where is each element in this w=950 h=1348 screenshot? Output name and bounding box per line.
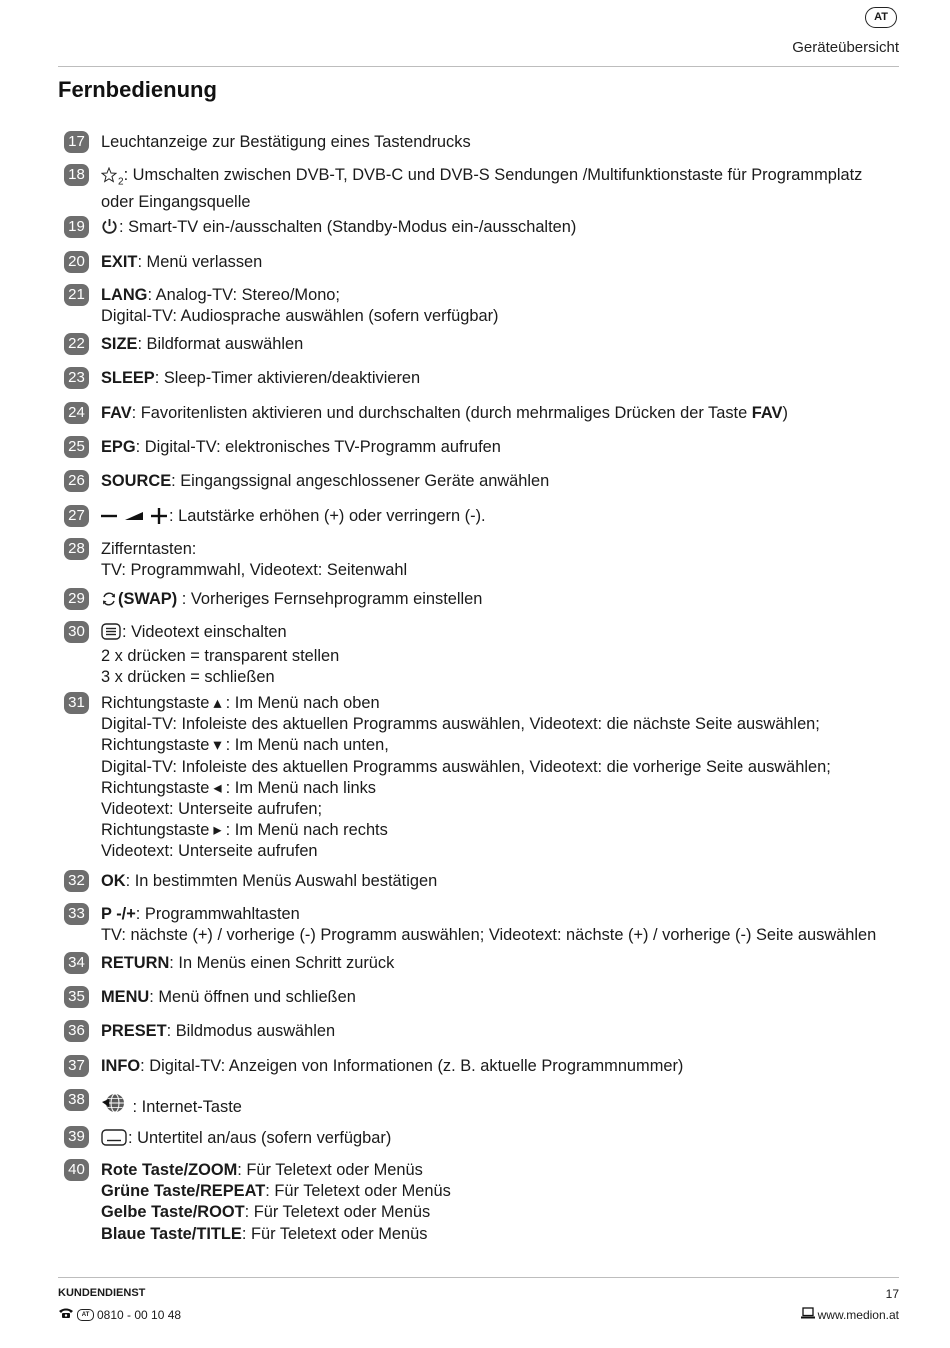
item-text: : Lautstärke erhöhen (+) oder verringern (-). [169, 507, 486, 525]
item-text: : Umschalten zwischen DVB-T, DVB-C und DVB-S Sendungen /Multifunktionstaste für Programmplatz [123, 166, 863, 184]
item-text: Digital-TV: Infoleiste des aktuellen Programms auswählen, Videotext: die vorherige Seite auswählen; [101, 757, 831, 776]
item-text: : Analog-TV: Stereo/Mono; [147, 286, 340, 304]
footer-phone [58, 1307, 181, 1322]
item-number: 40 [64, 1159, 89, 1181]
item-text: : Favoritenlisten aktivieren und durchschalten (durch mehrmaliges Drücken der Taste [131, 404, 752, 422]
item-text: : Bildmodus auswählen [166, 1022, 336, 1040]
page-number: 17 [885, 1287, 899, 1301]
page-title: Fernbedienung [58, 77, 217, 102]
key-label: EXIT [101, 253, 138, 271]
key-label: SLEEP [101, 369, 155, 387]
item-number: 37 [64, 1055, 89, 1077]
item-text: : Sleep-Timer aktivieren/deaktivieren [154, 369, 421, 387]
item-text: 2 x drücken = transparent stellen [101, 647, 340, 666]
key-label: OK [101, 872, 126, 890]
arrow-right-icon: ▸ [213, 821, 222, 840]
laptop-icon [801, 1307, 815, 1322]
item-number: 24 [64, 402, 89, 424]
item-text: : Für Teletext oder Menüs [265, 1182, 451, 1201]
key-label: INFO [101, 1057, 141, 1075]
arrow-down-icon: ▾ [213, 736, 222, 755]
item-text: : Für Teletext oder Menüs [237, 1161, 423, 1179]
item-number: 38 [64, 1089, 89, 1111]
header-divider [58, 66, 899, 67]
item-number: 28 [64, 538, 89, 560]
key-label: FAV [101, 404, 132, 422]
item-number: 17 [64, 131, 89, 153]
item-text: : Menü verlassen [137, 253, 263, 271]
item-text: Richtungstaste [101, 694, 210, 712]
item-text: : In Menüs einen Schritt zurück [169, 954, 395, 972]
item-text: : Vorheriges Fernsehprogramm einstellen [177, 590, 483, 608]
item-number: 30 [64, 621, 89, 643]
key-label: LANG [101, 286, 148, 304]
item-number: 20 [64, 251, 89, 273]
arrow-up-icon: ▴ [213, 694, 222, 712]
item-text: Digital-TV: Audiosprache auswählen (sofern verfügbar) [101, 307, 499, 326]
country-badge: AT [865, 7, 897, 28]
footer-service: KUNDENDIENST [58, 1287, 146, 1299]
subtitle-icon [101, 1129, 127, 1152]
item-number: 25 [64, 436, 89, 458]
item-text: : Im Menü nach rechts [225, 821, 388, 840]
item-number: 35 [64, 986, 89, 1008]
item-text: : Im Menü nach oben [225, 694, 380, 712]
item-text: : Im Menü nach links [225, 778, 376, 797]
internet-globe-icon [101, 1093, 127, 1121]
key-label: MENU [101, 988, 150, 1006]
item-text: TV: nächste (+) / vorherige (-) Programm auswählen; Videotext: nächste (+) / vorherige (-) Seite auswählen [101, 926, 877, 945]
swap-icon [101, 591, 117, 613]
key-label: SOURCE [101, 472, 172, 490]
item-text: ) [782, 404, 788, 422]
star-icon [101, 167, 117, 189]
item-number: 19 [64, 216, 89, 238]
item-text: Richtungstaste [101, 778, 210, 797]
key-label: Blaue Taste/TITLE [101, 1224, 242, 1243]
key-label: P -/+ [101, 905, 136, 923]
item-number: 36 [64, 1020, 89, 1042]
item-text: oder Eingangsquelle [101, 193, 251, 212]
item-text: : Untertitel an/aus (sofern verfügbar) [128, 1129, 392, 1147]
item-text: Richtungstaste [101, 821, 210, 840]
item-text: : Digital-TV: Anzeigen von Informationen (z. B. aktuelle Programmnummer) [140, 1057, 684, 1075]
item-text: : Smart-TV ein-/ausschalten (Standby-Modus ein-/ausschalten) [119, 218, 577, 236]
key-label: Gelbe Taste/ROOT [101, 1203, 245, 1222]
key-label: RETURN [101, 954, 170, 972]
key-label: PRESET [101, 1022, 167, 1040]
footer-website[interactable] [801, 1307, 899, 1322]
item-text: : Im Menü nach unten, [225, 736, 389, 755]
item-text: : Eingangssignal angeschlossener Geräte anwählen [171, 472, 550, 490]
item-number: 22 [64, 333, 89, 355]
power-icon [101, 218, 118, 241]
item-number: 21 [64, 284, 89, 306]
item-text: TV: Programmwahl, Videotext: Seitenwahl [101, 561, 408, 580]
item-text: 3 x drücken = schließen [101, 668, 275, 687]
item-number: 18 [64, 164, 89, 186]
item-number: 23 [64, 367, 89, 389]
item-text: : In bestimmten Menüs Auswahl bestätigen [125, 872, 438, 890]
teletext-icon [101, 623, 121, 646]
item-text: : Menü öffnen und schließen [149, 988, 356, 1006]
key-label: Rote Taste/ZOOM [101, 1161, 238, 1179]
item-text: : Für Teletext oder Menüs [241, 1224, 428, 1243]
item-text: Videotext: Unterseite aufrufen [101, 842, 318, 861]
key-label: SIZE [101, 335, 138, 353]
item-text: Richtungstaste [101, 736, 210, 755]
arrow-left-icon: ◂ [213, 778, 222, 797]
item-number: 29 [64, 588, 89, 610]
item-text: : Digital-TV: elektronisches TV-Programm aufrufen [135, 438, 501, 456]
item-number: 31 [64, 692, 89, 714]
item-number: 32 [64, 870, 89, 892]
item-number: 39 [64, 1126, 89, 1148]
item-text: Zifferntasten: [101, 540, 197, 558]
key-label: EPG [101, 438, 136, 456]
website-link[interactable]: www.medion.at [817, 1307, 899, 1322]
phone-icon [58, 1307, 74, 1322]
item-text: : Für Teletext oder Menüs [244, 1203, 431, 1222]
footer-country-badge: AT [77, 1309, 94, 1321]
item-number: 26 [64, 470, 89, 492]
item-text: : Bildformat auswählen [137, 335, 304, 353]
item-number: 27 [64, 505, 89, 527]
footer-divider [58, 1277, 899, 1278]
item-text: Leuchtanzeige zur Bestätigung eines Tastendrucks [101, 133, 471, 151]
item-text: Videotext: Unterseite aufrufen; [101, 800, 323, 819]
volume-icon [101, 508, 168, 530]
item-text: : Videotext einschalten [122, 623, 287, 641]
item-text: : Programmwahltasten [135, 905, 300, 923]
key-label: Grüne Taste/REPEAT [101, 1182, 266, 1201]
item-text: Digital-TV: Infoleiste des aktuellen Programms auswählen, Videotext: die nächste Seite auswählen; [101, 715, 820, 734]
section-label: Geräteübersicht [792, 39, 899, 56]
phone-number: 0810 - 00 10 48 [97, 1307, 182, 1322]
key-label: (SWAP) [118, 590, 178, 608]
item-number: 33 [64, 903, 89, 925]
item-number: 34 [64, 952, 89, 974]
star-subscript: 2 [118, 176, 124, 188]
item-text: : Internet-Taste [128, 1098, 242, 1116]
key-label: FAV [751, 404, 783, 422]
